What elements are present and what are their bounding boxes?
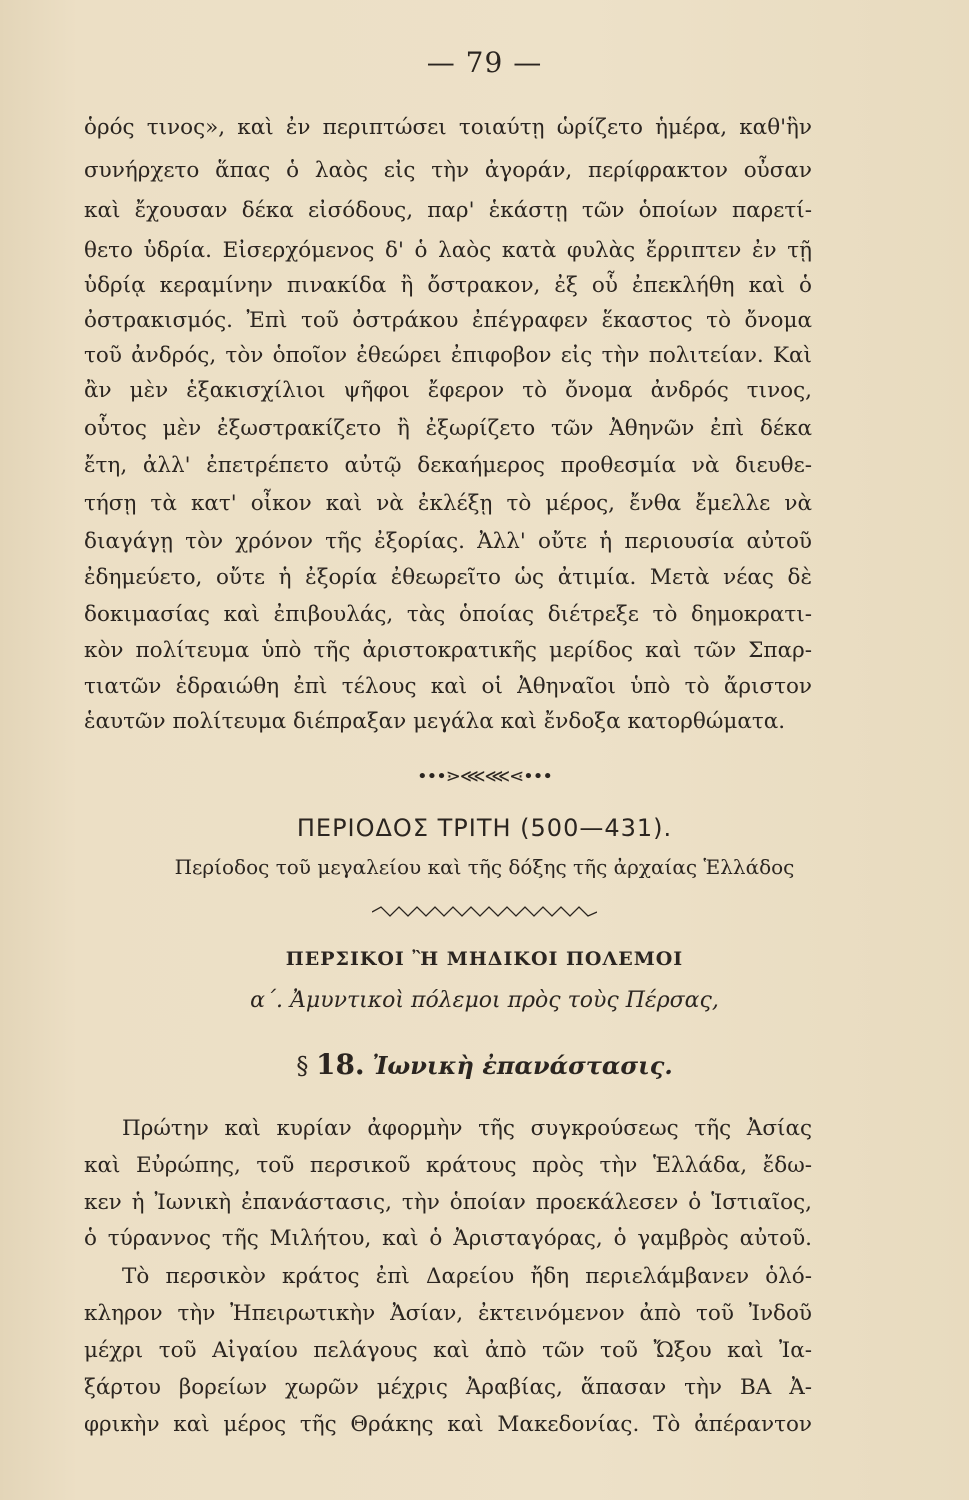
ornament-divider: •••⋗⋘⋘⋖••• [416, 766, 553, 787]
wavy-divider [372, 905, 597, 919]
text-line: ὀστρακισμός. Ἐπὶ τοῦ ὀστράκου ἐπέγραφεν ἕκαστος τὸ ὄνομα [84, 308, 812, 333]
text-line: δοκιμασίας καὶ ἐπιβουλάς, τὰς ὁποίας διέτρεξε τὸ δημοκρατι- [84, 602, 812, 627]
text-line: κληρον τὴν Ἠπειρωτικὴν Ἀσίαν, ἐκτεινόμενον ἀπὸ τοῦ Ἰνδοῦ [84, 1301, 812, 1326]
section-sign: § [296, 1052, 309, 1080]
text-line: ὁρός τινος», καὶ ἐν περιπτώσει τοιαύτῃ ὡρίζετο ἡμέρα, καθ'ἣν [84, 115, 812, 140]
subheading-defensive-wars: α΄. Ἀμυντικοὶ πόλεμοι πρὸς τοὺς Πέρσας, [250, 988, 719, 1013]
text-line: κὸν πολίτευμα ὑπὸ τῆς ἀριστοκρατικῆς μερίδος καὶ τῶν Σπαρ- [84, 638, 812, 663]
section-number: 18. [315, 1048, 365, 1081]
text-line: καὶ ἔχουσαν δέκα εἰσόδους, παρ' ἑκάστῃ τῶν ὁποίων παρετί- [84, 198, 812, 223]
section-heading [0, 1048, 969, 1081]
text-line: ὁ τύραννος τῆς Μιλήτου, καὶ ὁ Ἀρισταγόρας, ὁ γαμβρὸς αὐτοῦ. [84, 1226, 812, 1251]
period-title: ΠΕΡΙΟΔΟΣ ΤΡΙΤΗ (500—431). [296, 814, 673, 842]
text-line: καὶ Εὐρώπης, τοῦ περσικοῦ κράτους πρὸς τὴν Ἑλλάδα, ἔδω- [84, 1153, 812, 1178]
text-line: κεν ἡ Ἰωνικὴ ἐπανάστασις, τὴν ὁποίαν προεκάλεσεν ὁ Ἱστιαῖος, [84, 1190, 812, 1215]
text-line: θετο ὑδρία. Εἰσερχόμενος δ' ὁ λαὸς κατὰ φυλὰς ἔρριπτεν ἐν τῇ [84, 238, 812, 263]
text-line: φρικὴν καὶ μέρος τῆς Θράκης καὶ Μακεδονίας. Τὸ ἀπέραντον [84, 1412, 812, 1437]
section-heading-persian-wars: ΠΕΡΣΙΚΟΙ Ἢ ΜΗΔΙΚΟΙ ΠΟΛΕΜΟΙ [285, 948, 684, 970]
text-line: διαγάγῃ τὸν χρόνον τῆς ἐξορίας. Ἀλλ' οὔτε ἡ περιουσία αὐτοῦ [84, 529, 812, 554]
page-number: — 79 — [426, 46, 543, 79]
section-title: Ἰωνικὴ ἐπανάστασις. [372, 1051, 673, 1080]
text-line: συνήρχετο ἅπας ὁ λαὸς εἰς τὴν ἀγοράν, περίφρακτον οὖσαν [84, 158, 812, 183]
text-line: ξάρτου βορείων χωρῶν μέχρις Ἀραβίας, ἅπασαν τὴν ΒΑ Ἀ- [84, 1375, 812, 1400]
text-line: τήσῃ τὰ κατ' οἶκον καὶ νὰ ἐκλέξῃ τὸ μέρος, ἔνθα ἔμελλε νὰ [84, 491, 812, 516]
text-line: τοῦ ἀνδρός, τὸν ὁποῖον ἐθεώρει ἐπιφοβον εἰς τὴν πολιτείαν. Καὶ [84, 343, 812, 368]
text-line: ὑδρίᾳ κεραμίνην πινακίδα ἢ ὄστρακον, ἐξ οὗ ἐπεκλήθη καὶ ὁ [84, 273, 812, 298]
text-line: τιατῶν ἑδραιώθη ἐπὶ τέλους καὶ οἱ Ἀθηναῖοι ὑπὸ τὸ ἄριστον [84, 674, 812, 699]
text-line: ἔτη, ἀλλ' ἐπετρέπετο αὐτῷ δεκαήμερος προθεσμία νὰ διευθε- [84, 453, 812, 478]
text-line: μέχρι τοῦ Αἰγαίου πελάγους καὶ ἀπὸ τῶν τοῦ Ὤξου καὶ Ἰα- [84, 1338, 812, 1363]
text-line: ἐδημεύετο, οὔτε ἡ ἐξορία ἐθεωρεῖτο ὡς ἀτιμία. Μετὰ νέας δὲ [84, 565, 812, 590]
text-line: ἂν μὲν ἑξακισχίλιοι ψῆφοι ἔφερον τὸ ὄνομα ἀνδρός τινος, [84, 378, 812, 403]
period-subtitle: Περίοδος τοῦ μεγαλείου καὶ τῆς δόξης τῆς ἀρχαίας Ἑλλάδος [174, 855, 795, 879]
text-line: Πρώτην καὶ κυρίαν ἀφορμὴν τῆς συγκρούσεως τῆς Ἀσίας [122, 1116, 812, 1141]
text-line: οὗτος μὲν ἐξωστρακίζετο ἢ ἐξωρίζετο τῶν Ἀθηνῶν ἐπὶ δέκα [84, 416, 812, 441]
text-line: ἑαυτῶν πολίτευμα διέπραξαν μεγάλα καὶ ἔνδοξα κατορθώματα. [84, 709, 786, 734]
text-line: Τὸ περσικὸν κράτος ἐπὶ Δαρείου ἤδη περιελάμβανεν ὁλό- [122, 1264, 812, 1289]
